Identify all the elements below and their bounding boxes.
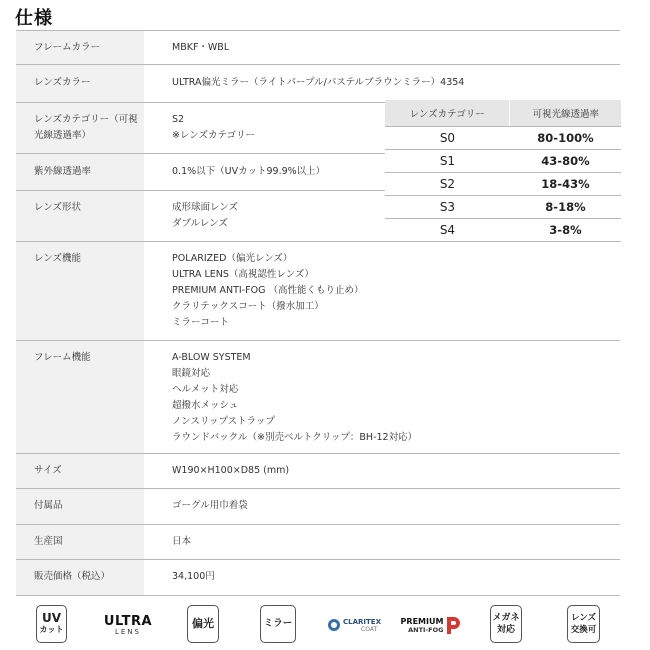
- glasses-compatible-icon: メガネ 対応: [490, 605, 522, 643]
- spec-row-country: [16, 525, 620, 560]
- ultra-lens-icon: ULTRA LENS: [103, 613, 153, 636]
- uv-cut-icon: UV カット: [36, 605, 67, 643]
- spec-value: W190×H100×D85 (mm): [172, 465, 290, 476]
- spec-label: レンズカラー: [16, 65, 144, 102]
- table-row: S3 8-18%: [385, 196, 621, 219]
- lens-category-table: [385, 100, 621, 242]
- anti-fog-logo-icon: [445, 615, 461, 635]
- spec-value: MBKF・WBL: [172, 42, 230, 53]
- spec-row-frame-color: [16, 31, 620, 65]
- spec-label: 生産国: [16, 525, 144, 559]
- spec-value: ゴーグル用巾着袋: [172, 500, 248, 511]
- spec-label: レンズ機能: [16, 242, 144, 340]
- polarized-icon: 偏光: [187, 605, 219, 643]
- spec-value: ULTRA偏光ミラー（ライトパープル/パステルブラウンミラー）4354: [172, 77, 465, 88]
- claritex-coat-icon: CLARITEX COAT: [322, 605, 386, 645]
- spec-row-price: [16, 560, 620, 596]
- table-row: S0 80-100%: [385, 127, 621, 150]
- spec-value: 0.1%以下（UVカット99.9%以上）: [172, 166, 326, 177]
- spec-value: 成形球面レンズ ダブルレンズ: [172, 202, 238, 229]
- table-header: 可視光線透過率: [510, 100, 621, 127]
- spec-value: A-BLOW SYSTEM 眼鏡対応 ヘルメット対応 超撥水メッシュ ノンスリップストラップ ラウンドバックル（※別売ベルトクリップ：BH-12対応）: [172, 352, 418, 443]
- spec-label: 販売価格（税込）: [16, 560, 144, 595]
- spec-row-accessories: [16, 489, 620, 525]
- table-row: S2 18-43%: [385, 173, 621, 196]
- premium-anti-fog-icon: PREMIUM ANTI-FOG: [398, 605, 464, 645]
- spec-row-frame-function: [16, 341, 620, 454]
- lens-swap-icon: レンズ 交換可: [567, 605, 600, 643]
- spec-row-lens-color: [16, 65, 620, 103]
- spec-label: 付属品: [16, 489, 144, 524]
- spec-label: 紫外線透過率: [16, 154, 144, 190]
- spec-row-lens-function: [16, 242, 620, 341]
- table-header: レンズカテゴリー: [385, 100, 510, 127]
- spec-value: POLARIZED（偏光レンズ） ULTRA LENS（高視認性レンズ） PREMIUM ANTI-FOG （高性能くもり止め） クラリテックスコート（撥水加工） ミラーコート: [172, 253, 364, 328]
- spec-label: サイズ: [16, 454, 144, 488]
- spec-label: フレームカラー: [16, 31, 144, 64]
- spec-value: 34,100円: [172, 571, 215, 582]
- mirror-icon: ミラー: [260, 605, 296, 643]
- feature-icons: [0, 605, 650, 650]
- table-row: S1 43-80%: [385, 150, 621, 173]
- spec-label: レンズ形状: [16, 191, 144, 241]
- page-title: 仕様: [15, 8, 53, 29]
- spec-label: レンズカテゴリー（可視 光線透過率）: [16, 103, 144, 153]
- spec-label: フレーム機能: [16, 341, 144, 453]
- table-row: S4 3-8%: [385, 219, 621, 242]
- spec-row-size: [16, 454, 620, 489]
- spec-value: S2 ※レンズカテゴリー: [172, 114, 256, 141]
- spec-value: 日本: [172, 536, 192, 547]
- claritex-logo-icon: [327, 618, 341, 632]
